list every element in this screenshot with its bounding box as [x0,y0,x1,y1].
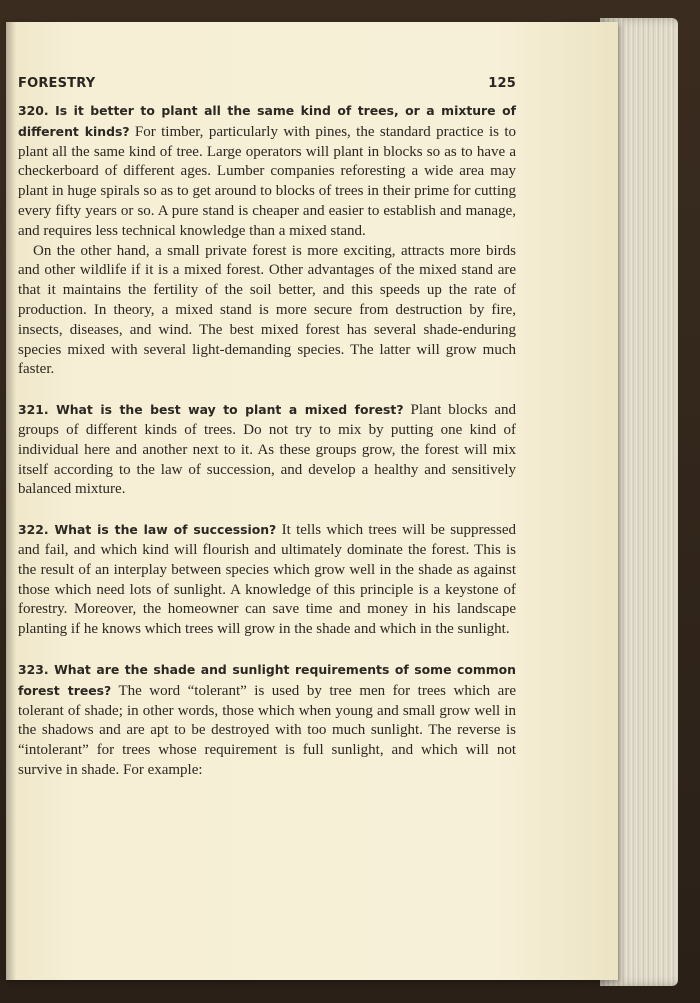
gutter-shadow [6,22,16,980]
entry-320 [18,101,516,242]
entry-321 [18,400,516,500]
page-number: 125 [488,76,516,91]
section-title: FORESTRY [18,76,96,91]
question-322: 322. What is the law of succession? [18,522,277,538]
running-head [18,76,516,91]
entry-323 [18,660,516,781]
page-content [18,76,516,781]
question-321: 321. What is the best way to plant a mixed forest? [18,402,404,418]
question-323: 323. What are the shade and sunlight requirements of some common forest trees? [18,661,516,698]
question-320: 320. Is it better to plant all the same kind of trees, or a mixture of different kinds? [18,103,516,139]
book-page [6,22,618,980]
entry-gap [18,380,516,400]
entry-320-continuation: On the other hand, a small private forest is more exciting, attracts more birds and other wildlife if it is a mixed forest. Other advantages of the mixed stand are that it maintains the fertility of the soil better, and this speeds up the rate of production. In theory, a mixed stand is more secure from destruction by fire, insects, diseases, and wind. The best mixed forest has several shade-enduring species mixed with several light-demanding species. The latter will grow much faster. [18,242,516,378]
answer-322: It tells which trees will be suppressed and fail, and which kind will flourish and ultimately dominate the forest. This is the result of an interplay between species which grow well in the shade as against those which need lots of sunlight. A knowledge of this principle is a keystone of forestry. Moreover, the homeowner can save time and money in his landscape planting if he knows which trees will grow in the shade and which in the sunlight. [18,522,517,638]
answer-320: For timber, particularly with pines, the standard practice is to plant all the same kind of tree. Large operators will plant in blocks so as to have a checkerboard of different ages. Lumber companies reforesting a wide area may plant in huge spirals so as to get around to blocks of trees in their prime for cutting every fifty years or so. A pure stand is cheaper and easier to establish and manage, and requires less technical knowledge than a mixed stand. [18,123,517,239]
entry-322 [18,520,516,640]
entry-gap [18,640,516,660]
entry-gap [18,500,516,520]
answer-321: Plant blocks and groups of different kinds of trees. Do not try to mix by putting one kind of individual here and another next to it. As these groups grow, the forest will mix itself according to the law of succession, and develop a healthy and sensitively balanced mixture. [18,402,517,498]
answer-323: The word “tolerant” is used by tree men for trees which are tolerant of shade; in other words, those which when young and small grow well in the shadows and are apt to be destroyed with too much sunlight. The reverse is “intolerant” for trees whose requirement is full sunlight, and which will not survive in shade. For example: [18,682,516,778]
